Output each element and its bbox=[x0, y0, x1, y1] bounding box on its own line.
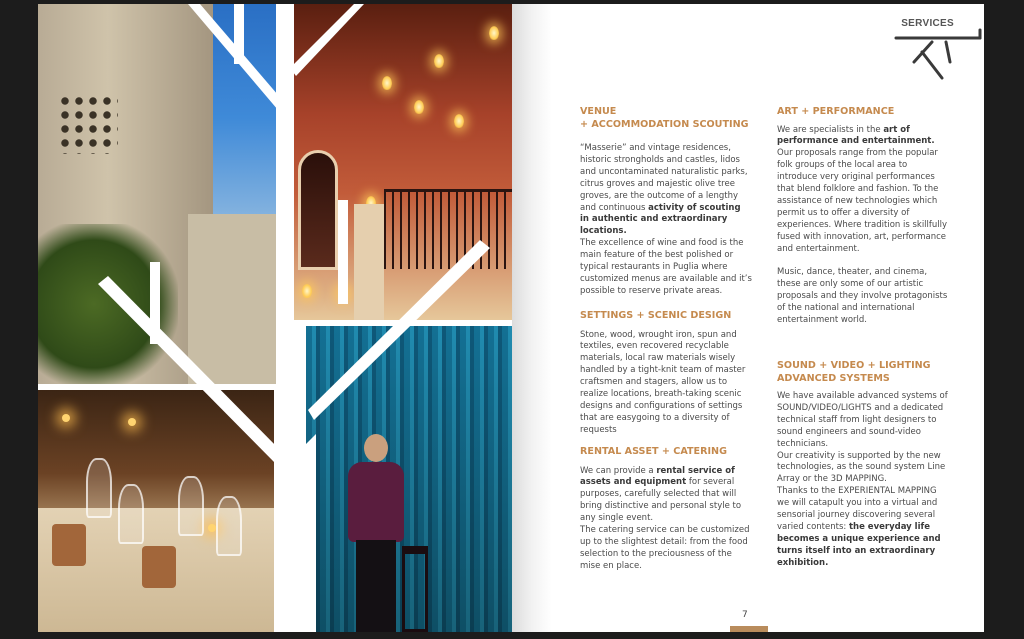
venue-text-a: “Masserie” and vintage residences, historic strongholds and castles, lidos and uncontaminated naturalistic parks, citrus groves and majestic olive tree groves, are the outcome of a lengthy and continuous bbox=[580, 143, 748, 213]
sound-text-b: Our creativity is supported by the new technologies, as the sound system Line Array or the 3D MAPPING. bbox=[777, 450, 946, 485]
section-label: SERVICES bbox=[901, 18, 954, 29]
art-text-a: We are specialists in the bbox=[777, 124, 884, 135]
art-text-bold: art of performance and entertainment. bbox=[777, 124, 935, 147]
venue-heading-line1: VENUE bbox=[580, 106, 617, 117]
page-number-bar bbox=[730, 626, 768, 632]
sound-text bbox=[777, 391, 949, 570]
section-venue bbox=[580, 106, 752, 298]
venue-text-c: The excellence of wine and food is the main feature of the best polished or typical restaurants in Puglia where customized menus are available and it’s possible to reserve private areas. bbox=[580, 238, 752, 296]
services-page bbox=[552, 4, 984, 632]
section-settings bbox=[580, 310, 752, 437]
section-sound bbox=[777, 360, 949, 570]
sound-text-a: We have available advanced systems of SOUND/VIDEO/LIGHTS and a dedicated technical staff from light designers to sound engineers and sound-video technicians. bbox=[777, 391, 948, 449]
settings-heading: SETTINGS + SCENIC DESIGN bbox=[580, 310, 732, 321]
branch-corner-icon bbox=[892, 28, 984, 84]
sound-text-c: Thanks to the EXPERIENTAL MAPPING we will catapult you into a virtual and sensorial journey discovering several varied contents: bbox=[777, 486, 938, 532]
venue-heading-line2: + ACCOMMODATION SCOUTING bbox=[580, 118, 749, 130]
art-text-c: Our proposals range from the popular folk groups of the local area to introduce very original performances that blend folklore and fashion. To the assistance of new technologies which permit us to offer a diversity of experiences. Where tradition is skillfully fused with innovation, art, performance and entertainment. bbox=[777, 148, 948, 254]
section-art bbox=[777, 106, 949, 327]
art-text-2: Music, dance, theater, and cinema, these are only some of our artistic proposals and they involve protagonists of the national and international entertainment world. bbox=[777, 267, 948, 326]
art-heading: ART + PERFORMANCE bbox=[777, 106, 895, 117]
sound-heading-line1: SOUND + VIDEO + LIGHTING bbox=[777, 360, 931, 371]
rental-text-a: We can provide a bbox=[580, 465, 657, 476]
section-rental bbox=[580, 446, 752, 573]
venue-text bbox=[580, 143, 752, 298]
sound-text-bold: the everyday life becomes a unique experience and turns itself into an extraordinary exhibition. bbox=[777, 521, 941, 568]
page-gutter bbox=[512, 4, 552, 632]
rental-heading: RENTAL ASSET + CATERING bbox=[580, 446, 727, 457]
brochure-spread bbox=[38, 4, 984, 632]
sound-heading-line2: ADVANCED SYSTEMS bbox=[777, 372, 890, 384]
venue-text-bold: activity of scouting in authentic and extraordinary locations. bbox=[580, 202, 741, 237]
rental-text-c: for several purposes, carefully selected that will bring distinctive and personal style to any single event. bbox=[580, 477, 742, 524]
rental-text-bold: rental service of assets and equipment bbox=[580, 465, 735, 488]
sound-heading bbox=[777, 360, 949, 385]
venue-heading bbox=[580, 106, 752, 131]
photo-collage bbox=[38, 4, 512, 632]
tree-branch-graphic bbox=[38, 4, 512, 632]
page-number: 7 bbox=[742, 610, 748, 620]
art-text bbox=[777, 125, 949, 256]
rental-text-d: The catering service can be customized up to the slightest detail: from the food selection to the preciousness of the mise en place. bbox=[580, 525, 750, 571]
rental-text bbox=[580, 466, 752, 573]
settings-text: Stone, wood, wrought iron, spun and textiles, even recovered recyclable materials, local raw materials wisely handled by a tight-knit team of master craftsmen and stagers, allow us to realize locations, breath-taking scenic designs and configurations of settings that are easygoing to a diversity of requests bbox=[580, 329, 746, 435]
